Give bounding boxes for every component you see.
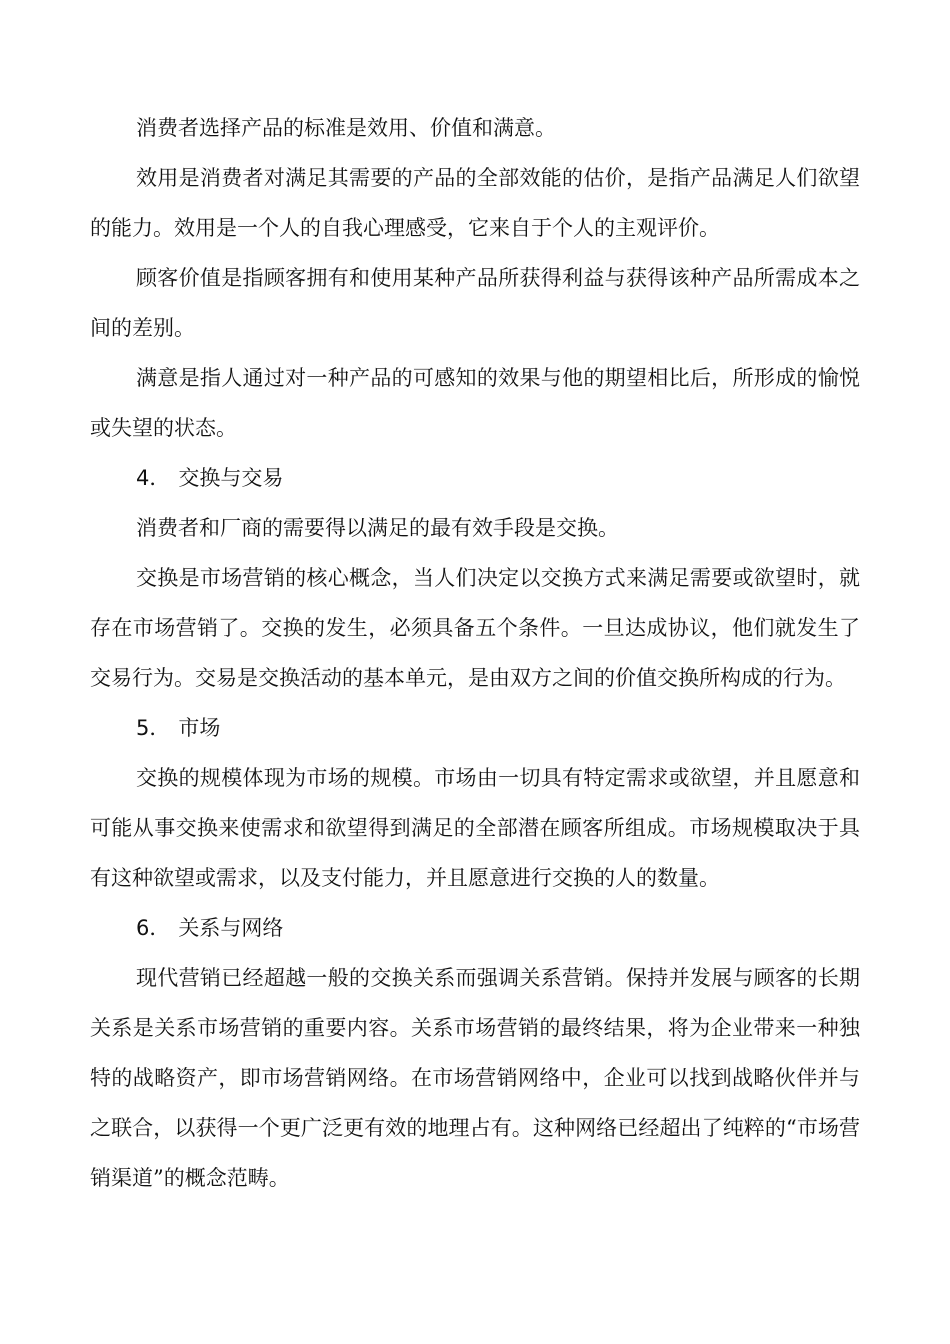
paragraph-satisfaction: 满意是指人通过对一种产品的可感知的效果与他的期望相比后，所形成的愉悦或失望的状态。 <box>90 366 860 440</box>
heading-text: 交换与交易 <box>178 466 284 490</box>
heading-relationship-network <box>90 903 860 953</box>
paragraph-customer-value: 顾客价值是指顾客拥有和使用某种产品所获得利益与获得该种产品所需成本之间的差别。 <box>90 266 860 340</box>
paragraph-relationship-marketing: 现代营销已经超越一般的交换关系而强调关系营销。保持并发展与顾客的长期关系是关系市场营销的重要内容。关系市场营销的最终结果，将为企业带来一种独特的战略资产，即市场营销网络。在市场营销网络中，企业可以找到战略伙伴并与之联合，以获得一个更广泛更有效的地理占有。这种网络已经超出了纯粹的“市场营销渠道”的概念范畴。 <box>90 966 860 1190</box>
paragraph-market-scale: 交换的规模体现为市场的规模。市场由一切具有特定需求或欲望，并且愿意和可能从事交换来使需求和欲望得到满足的全部潜在顾客所组成。市场规模取决于具有这种欲望或需求，以及支付能力，并且愿意进行交换的人的数量。 <box>90 766 860 890</box>
heading-exchange-transaction <box>90 453 860 503</box>
heading-number: 4． <box>136 466 171 490</box>
heading-number: 5． <box>136 716 171 740</box>
paragraph-exchange-core: 交换是市场营销的核心概念，当人们决定以交换方式来满足需要或欲望时，就存在市场营销了。交换的发生，必须具备五个条件。一旦达成协议，他们就发生了交易行为。交易是交换活动的基本单元，是由双方之间的价值交换所构成的行为。 <box>90 566 860 690</box>
heading-text: 关系与网络 <box>178 916 284 940</box>
document-page <box>90 103 860 1203</box>
heading-market <box>90 703 860 753</box>
paragraph-exchange-means: 消费者和厂商的需要得以满足的最有效手段是交换。 <box>136 516 619 540</box>
heading-number: 6． <box>136 916 171 940</box>
paragraph-standards: 消费者选择产品的标准是效用、价值和满意。 <box>136 116 556 140</box>
heading-text: 市场 <box>178 716 221 740</box>
paragraph-utility: 效用是消费者对满足其需要的产品的全部效能的估价，是指产品满足人们欲望的能力。效用是一个人的自我心理感受，它来自于个人的主观评价。 <box>90 166 860 240</box>
